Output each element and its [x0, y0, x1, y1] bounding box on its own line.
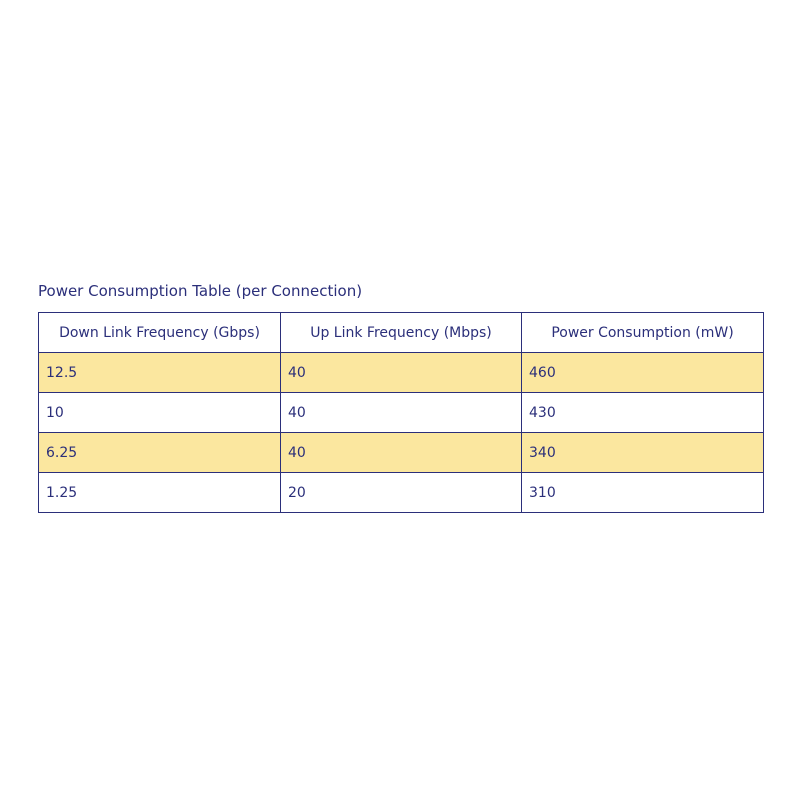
- power-consumption-table: [38, 312, 764, 513]
- table-cell-down-link: 1.25: [39, 473, 281, 513]
- table-cell-power: 340: [522, 433, 764, 473]
- table-header-row: [39, 313, 764, 353]
- table-cell-up-link: 20: [281, 473, 522, 513]
- table-cell-up-link: 40: [281, 353, 522, 393]
- table-caption: Power Consumption Table (per Connection): [38, 282, 363, 300]
- table-cell-up-link: 40: [281, 393, 522, 433]
- table-cell-down-link: 12.5: [39, 353, 281, 393]
- table-cell-down-link: 6.25: [39, 433, 281, 473]
- table-cell-power: 430: [522, 393, 764, 433]
- table-cell-power: 310: [522, 473, 764, 513]
- table-cell-up-link: 40: [281, 433, 522, 473]
- table-row: [39, 473, 764, 513]
- column-header-power-consumption: Power Consumption (mW): [522, 313, 764, 353]
- column-header-up-link-frequency: Up Link Frequency (Mbps): [281, 313, 522, 353]
- table-cell-power: 460: [522, 353, 764, 393]
- column-header-down-link-frequency: Down Link Frequency (Gbps): [39, 313, 281, 353]
- table-row: [39, 353, 764, 393]
- table-cell-down-link: 10: [39, 393, 281, 433]
- table-row: [39, 393, 764, 433]
- table-row: [39, 433, 764, 473]
